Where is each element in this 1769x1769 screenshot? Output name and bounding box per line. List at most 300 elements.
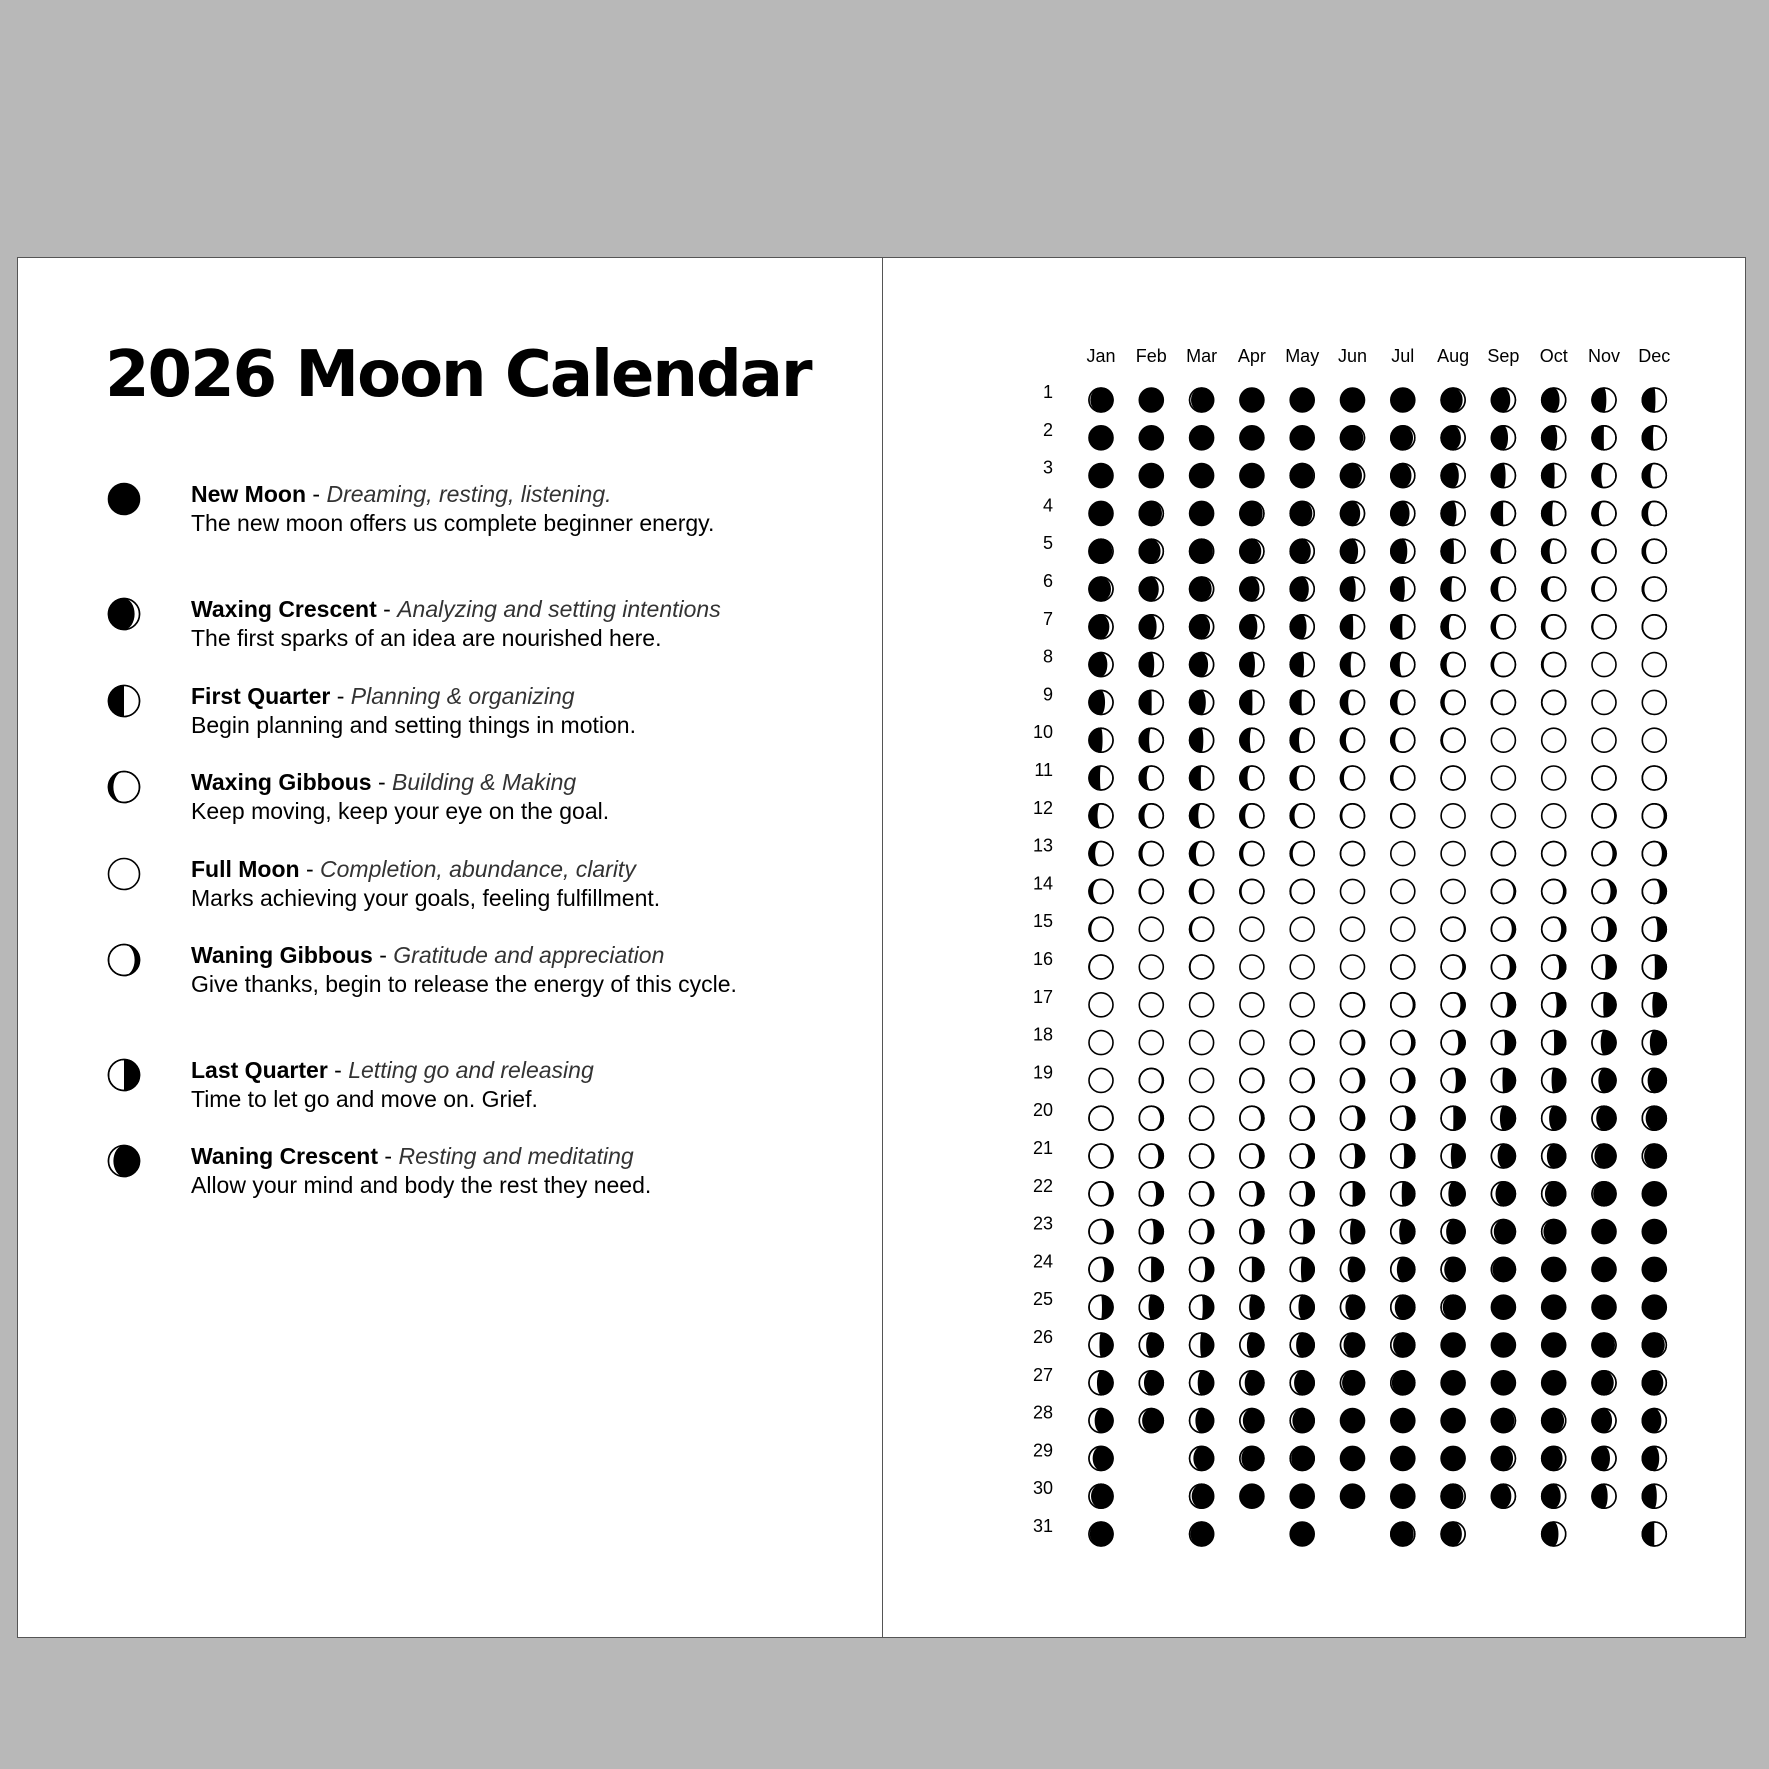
moon-phase-cell: [1139, 464, 1163, 488]
day-label: 22: [1032, 1175, 1053, 1196]
moon-phase-cell: [1491, 1446, 1515, 1470]
moon-phase-cell: [1592, 464, 1616, 488]
left-page: [18, 258, 882, 1637]
phase-tagline: Resting and meditating: [398, 1143, 634, 1169]
moon-phase-cell: [1139, 993, 1163, 1017]
moon-phase-cell: [1190, 539, 1214, 563]
moon-phase-cell: [1592, 501, 1616, 525]
moon-phase-cell: [1642, 879, 1666, 903]
moon-phase-cell: [1441, 653, 1465, 677]
phase-name: First Quarter: [191, 683, 331, 709]
moon-phase-cell: [1491, 653, 1515, 677]
moon-phase-cell: [1491, 1333, 1515, 1357]
moon-phase-cell: [1240, 804, 1264, 828]
moon-phase-cell: [1542, 993, 1566, 1017]
moon-phase-cell: [1491, 766, 1515, 790]
moon-phase-cell: [1441, 388, 1465, 412]
day-label: 10: [1032, 722, 1053, 743]
month-header: Sep: [1487, 346, 1520, 366]
moon-phase-cell: [1139, 1295, 1163, 1319]
day-label: 7: [1042, 608, 1053, 629]
moon-phase-cell: [1190, 1333, 1214, 1357]
moon-phase-cell: [1542, 1484, 1566, 1508]
moon-phase-cell: [1290, 955, 1314, 979]
month-header: Apr: [1237, 346, 1266, 366]
moon-phase-cell: [1391, 766, 1415, 790]
moon-phase-cell: [1240, 577, 1264, 601]
day-label: 9: [1042, 684, 1053, 705]
moon-phase-cell: [1391, 1484, 1415, 1508]
moon-phase-cell: [1542, 1068, 1566, 1092]
moon-phase-cell: [1190, 1068, 1214, 1092]
moon-phase-cell: [1139, 879, 1163, 903]
moon-phase-cell: [1290, 1031, 1314, 1055]
moon-phase-cell: [1491, 728, 1515, 752]
moon-phase-cell: [1592, 1144, 1616, 1168]
moon-phase-cell: [1592, 1220, 1616, 1244]
moon-phase-cell: [1491, 1295, 1515, 1319]
moon-phase-cell: [1341, 804, 1365, 828]
month-header: Oct: [1539, 346, 1568, 366]
day-label: 29: [1032, 1440, 1053, 1461]
moon-phase-cell: [1441, 1484, 1465, 1508]
moon-phase-cell: [1491, 501, 1515, 525]
phase-tagline: Gratitude and appreciation: [393, 942, 665, 968]
moon-phase-cell: [1592, 1371, 1616, 1395]
moon-phase-cell: [1089, 766, 1113, 790]
moon-phase-cell: [1190, 388, 1214, 412]
month-header: Dec: [1638, 346, 1671, 366]
moon-phase-cell: [1491, 1106, 1515, 1130]
moon-phase-cell: [1491, 1484, 1515, 1508]
book-spread: [17, 257, 1746, 1638]
phase-tagline: Analyzing and setting intentions: [397, 596, 721, 622]
day-label: 18: [1032, 1024, 1053, 1045]
phase-tagline: Letting go and releasing: [348, 1057, 594, 1083]
phase-name: Waxing Gibbous: [191, 769, 372, 795]
moon-phase-cell: [1240, 1295, 1264, 1319]
phase-separator: -: [330, 683, 351, 709]
moon-phase-cell: [1139, 955, 1163, 979]
moon-phase-cell: [1542, 1371, 1566, 1395]
moon-phase-cell: [1290, 1182, 1314, 1206]
moon-phase-cell: [1089, 539, 1113, 563]
moon-phase-cell: [1290, 766, 1314, 790]
moon-phase-cell: [1341, 388, 1365, 412]
moon-phase-cell: [1290, 388, 1314, 412]
moon-phase-cell: [1089, 1106, 1113, 1130]
moon-phase-cell: [1139, 1182, 1163, 1206]
moon-phase-cell: [1642, 539, 1666, 563]
moon-phase-cell: [1391, 993, 1415, 1017]
phase-name: New Moon: [191, 481, 306, 507]
moon-phase-cell: [1441, 917, 1465, 941]
moon-phase-cell: [1290, 1144, 1314, 1168]
day-label: 15: [1032, 911, 1053, 932]
day-label: 2: [1042, 419, 1053, 440]
moon-phase-cell: [1642, 615, 1666, 639]
moon-phase-cell: [1592, 1182, 1616, 1206]
phase-description: Marks achieving your goals, feeling fulfillment.: [191, 885, 661, 911]
moon-phase-cell: [1542, 917, 1566, 941]
phase-separator: -: [371, 769, 393, 795]
moon-phase-cell: [1190, 804, 1214, 828]
day-label: 14: [1032, 873, 1053, 894]
moon-phase-cell: [1341, 1409, 1365, 1433]
moon-phase-cell: [1290, 842, 1314, 866]
moon-phase-cell: [1089, 1333, 1113, 1357]
day-label: 8: [1042, 646, 1053, 667]
moon-phase-cell: [1592, 426, 1616, 450]
moon-phase-cell: [1592, 653, 1616, 677]
phase-tagline: Planning & organizing: [350, 683, 575, 709]
moon-phase-cell: [1642, 577, 1666, 601]
moon-phase-cell: [1139, 766, 1163, 790]
moon-phase-cell: [1089, 1446, 1113, 1470]
new-moon-icon: [106, 481, 142, 517]
moon-phase-cell: [1290, 993, 1314, 1017]
moon-phase-cell: [1642, 955, 1666, 979]
moon-phase-cell: [1542, 804, 1566, 828]
waning-gibbous-icon: [106, 942, 142, 978]
phase-description: The new moon offers us complete beginner energy.: [191, 510, 715, 536]
moon-phase-cell: [1190, 653, 1214, 677]
phase-description: Begin planning and setting things in motion.: [191, 712, 636, 738]
waning-crescent-icon: [106, 1143, 142, 1179]
moon-phase-cell: [1240, 1106, 1264, 1130]
moon-phase-cell: [1139, 1333, 1163, 1357]
moon-phase-cell: [1391, 501, 1415, 525]
moon-phase-cell: [1341, 1182, 1365, 1206]
moon-phase-cell: [1542, 1295, 1566, 1319]
day-label: 11: [1034, 760, 1053, 780]
moon-phase-cell: [1290, 1333, 1314, 1357]
phase-description: Allow your mind and body the rest they need.: [191, 1172, 652, 1198]
moon-phase-cell: [1491, 1144, 1515, 1168]
moon-phase-cell: [1642, 1446, 1666, 1470]
moon-phase-cell: [1341, 879, 1365, 903]
moon-phase-cell: [1139, 728, 1163, 752]
moon-phase-cell: [1491, 955, 1515, 979]
moon-phase-cell: [1089, 955, 1113, 979]
moon-phase-cell: [1491, 464, 1515, 488]
moon-phase-cell: [1240, 955, 1264, 979]
moon-phase-cell: [1139, 501, 1163, 525]
legend-text: [191, 941, 751, 999]
moon-phase-cell: [1491, 615, 1515, 639]
moon-phase-cell: [1441, 955, 1465, 979]
moon-phase-cell: [1190, 690, 1214, 714]
month-header: Aug: [1437, 346, 1470, 366]
moon-phase-cell: [1240, 1144, 1264, 1168]
moon-phase-cell: [1290, 917, 1314, 941]
moon-phase-cell: [1642, 1068, 1666, 1092]
moon-phase-cell: [1240, 501, 1264, 525]
moon-phase-cell: [1441, 1409, 1465, 1433]
moon-phase-cell: [1441, 879, 1465, 903]
moon-phase-cell: [1542, 955, 1566, 979]
moon-phase-cell: [1642, 653, 1666, 677]
first-quarter-icon: [106, 683, 142, 719]
moon-phase-cell: [1542, 690, 1566, 714]
moon-phase-cell: [1542, 539, 1566, 563]
phase-tagline: Dreaming, resting, listening.: [326, 481, 612, 507]
moon-phase-cell: [1341, 1106, 1365, 1130]
moon-phase-cell: [1592, 1446, 1616, 1470]
month-header: May: [1285, 346, 1320, 366]
moon-phase-cell: [1441, 1106, 1465, 1130]
moon-phase-cell: [1592, 1333, 1616, 1357]
moon-phase-cell: [1341, 577, 1365, 601]
moon-phase-cell: [1089, 728, 1113, 752]
moon-phase-cell: [1441, 1522, 1465, 1546]
moon-phase-cell: [1139, 1031, 1163, 1055]
moon-phase-cell: [1391, 1409, 1415, 1433]
month-header: Feb: [1135, 346, 1167, 366]
moon-phase-cell: [1592, 879, 1616, 903]
moon-phase-cell: [1491, 577, 1515, 601]
moon-phase-cell: [1391, 577, 1415, 601]
moon-phase-cell: [1642, 1484, 1666, 1508]
moon-phase-cell: [1089, 1409, 1113, 1433]
moon-phase-cell: [1391, 1371, 1415, 1395]
moon-phase-cell: [1190, 426, 1214, 450]
moon-phase-cell: [1542, 501, 1566, 525]
moon-phase-cell: [1341, 464, 1365, 488]
moon-phase-cell: [1190, 615, 1214, 639]
waxing-crescent-icon: [106, 596, 142, 632]
moon-phase-cell: [1240, 1257, 1264, 1281]
moon-phase-cell: [1341, 1144, 1365, 1168]
moon-phase-cell: [1491, 1371, 1515, 1395]
moon-phase-cell: [1290, 1295, 1314, 1319]
moon-phase-cell: [1542, 879, 1566, 903]
moon-phase-cell: [1190, 879, 1214, 903]
moon-phase-cell: [1139, 539, 1163, 563]
moon-phase-cell: [1139, 690, 1163, 714]
moon-phase-cell: [1491, 539, 1515, 563]
moon-phase-cell: [1290, 879, 1314, 903]
phase-separator: -: [327, 1057, 349, 1083]
phase-description: Keep moving, keep your eye on the goal.: [191, 798, 610, 824]
moon-phase-cell: [1391, 1106, 1415, 1130]
moon-phase-cell: [1341, 426, 1365, 450]
moon-phase-cell: [1190, 993, 1214, 1017]
moon-phase-cell: [1240, 1409, 1264, 1433]
moon-phase-cell: [1290, 1068, 1314, 1092]
moon-phase-cell: [1089, 690, 1113, 714]
moon-phase-cell: [1491, 842, 1515, 866]
phase-separator: -: [372, 942, 394, 968]
moon-phase-cell: [1089, 464, 1113, 488]
moon-phase-cell: [1240, 1068, 1264, 1092]
moon-phase-cell: [1190, 917, 1214, 941]
moon-phase-cell: [1542, 653, 1566, 677]
moon-phase-cell: [1491, 426, 1515, 450]
moon-phase-cell: [1642, 766, 1666, 790]
moon-phase-cell: [1290, 464, 1314, 488]
moon-phase-cell: [1089, 1371, 1113, 1395]
moon-phase-cell: [1240, 1371, 1264, 1395]
month-header: Nov: [1587, 346, 1621, 366]
moon-phase-cell: [1089, 615, 1113, 639]
moon-phase-cell: [1139, 842, 1163, 866]
moon-phase-cell: [1190, 1220, 1214, 1244]
moon-phase-cell: [1341, 728, 1365, 752]
moon-phase-cell: [1190, 1182, 1214, 1206]
phase-name: Last Quarter: [191, 1057, 328, 1083]
legend-text: [191, 1142, 751, 1200]
moon-phase-cell: [1139, 615, 1163, 639]
moon-phase-cell: [1441, 690, 1465, 714]
moon-phase-cell: [1290, 501, 1314, 525]
moon-phase-cell: [1441, 426, 1465, 450]
moon-phase-cell: [1341, 1484, 1365, 1508]
phase-separator: -: [376, 596, 398, 622]
moon-phase-cell: [1642, 464, 1666, 488]
moon-phase-cell: [1391, 426, 1415, 450]
day-label: 20: [1032, 1100, 1053, 1121]
moon-phase-cell: [1341, 1257, 1365, 1281]
phase-name: Waning Crescent: [191, 1143, 379, 1169]
moon-phase-cell: [1190, 577, 1214, 601]
moon-phase-cell: [1190, 728, 1214, 752]
moon-phase-cell: [1391, 464, 1415, 488]
day-label: 6: [1042, 571, 1053, 591]
moon-phase-cell: [1240, 1333, 1264, 1357]
moon-phase-cell: [1542, 1409, 1566, 1433]
moon-phase-cell: [1642, 388, 1666, 412]
day-label: 26: [1032, 1327, 1053, 1347]
moon-phase-cell: [1290, 1257, 1314, 1281]
moon-phase-cell: [1240, 842, 1264, 866]
moon-phase-cell: [1542, 1220, 1566, 1244]
moon-phase-cell: [1441, 539, 1465, 563]
moon-phase-cell: [1592, 993, 1616, 1017]
moon-phase-cell: [1542, 1446, 1566, 1470]
moon-phase-cell: [1441, 766, 1465, 790]
moon-phase-cell: [1441, 1068, 1465, 1092]
moon-phase-cell: [1542, 842, 1566, 866]
moon-phase-cell: [1391, 1182, 1415, 1206]
phase-tagline: Building & Making: [392, 769, 577, 795]
phase-legend: [18, 258, 882, 1637]
moon-phase-cell: [1592, 766, 1616, 790]
moon-phase-cell: [1089, 917, 1113, 941]
moon-phase-cell: [1089, 1522, 1113, 1546]
moon-phase-cell: [1491, 1409, 1515, 1433]
legend-text: [191, 768, 751, 826]
moon-phase-cell: [1341, 1220, 1365, 1244]
moon-phase-cell: [1290, 804, 1314, 828]
moon-phase-cell: [1441, 501, 1465, 525]
moon-phase-cell: [1290, 426, 1314, 450]
moon-phase-cell: [1592, 842, 1616, 866]
moon-phase-cell: [1089, 1031, 1113, 1055]
moon-phase-cell: [1391, 690, 1415, 714]
moon-phase-cell: [1290, 1106, 1314, 1130]
moon-phase-cell: [1391, 615, 1415, 639]
moon-phase-cell: [1089, 1295, 1113, 1319]
moon-phase-cell: [1290, 615, 1314, 639]
moon-phase-cell: [1592, 917, 1616, 941]
day-label: 1: [1042, 382, 1053, 402]
moon-phase-cell: [1642, 1144, 1666, 1168]
phase-name: Waning Gibbous: [191, 942, 373, 968]
moon-phase-cell: [1240, 615, 1264, 639]
moon-phase-cell: [1139, 1257, 1163, 1281]
moon-phase-cell: [1240, 426, 1264, 450]
moon-phase-cell: [1240, 1031, 1264, 1055]
moon-phase-cell: [1642, 690, 1666, 714]
moon-phase-cell: [1341, 842, 1365, 866]
moon-phase-cell: [1240, 388, 1264, 412]
moon-phase-cell: [1642, 1295, 1666, 1319]
moon-phase-cell: [1592, 804, 1616, 828]
moon-phase-cell: [1341, 1295, 1365, 1319]
moon-phase-cell: [1190, 501, 1214, 525]
moon-phase-cell: [1491, 388, 1515, 412]
moon-phase-cell: [1290, 1484, 1314, 1508]
moon-phase-cell: [1642, 917, 1666, 941]
moon-phase-cell: [1642, 1522, 1666, 1546]
phase-description: The first sparks of an idea are nourished here.: [191, 625, 662, 651]
moon-phase-cell: [1391, 1257, 1415, 1281]
moon-phase-cell: [1592, 955, 1616, 979]
moon-phase-cell: [1542, 1144, 1566, 1168]
moon-phase-cell: [1441, 993, 1465, 1017]
moon-phase-cell: [1139, 1371, 1163, 1395]
moon-phase-cell: [1491, 993, 1515, 1017]
moon-phase-cell: [1240, 1484, 1264, 1508]
moon-phase-cell: [1441, 728, 1465, 752]
moon-phase-cell: [1592, 539, 1616, 563]
moon-phase-cell: [1542, 426, 1566, 450]
moon-phase-cell: [1190, 955, 1214, 979]
moon-phase-cell: [1341, 955, 1365, 979]
moon-phase-cell: [1391, 1446, 1415, 1470]
moon-phase-cell: [1441, 1220, 1465, 1244]
moon-phase-cell: [1441, 804, 1465, 828]
moon-phase-cell: [1391, 728, 1415, 752]
phase-separator: -: [306, 481, 327, 507]
moon-phase-cell: [1290, 1522, 1314, 1546]
day-label: 16: [1032, 949, 1053, 969]
moon-phase-cell: [1542, 1333, 1566, 1357]
month-header: Jan: [1086, 346, 1116, 366]
legend-text: [191, 1056, 751, 1114]
moon-phase-cell: [1290, 1446, 1314, 1470]
moon-phase-cell: [1341, 501, 1365, 525]
moon-phase-cell: [1089, 577, 1113, 601]
moon-phase-cell: [1290, 1220, 1314, 1244]
moon-phase-cell: [1089, 426, 1113, 450]
moon-phase-cell: [1341, 1333, 1365, 1357]
moon-phase-cell: [1240, 690, 1264, 714]
moon-phase-cell: [1441, 1182, 1465, 1206]
moon-phase-cell: [1491, 1220, 1515, 1244]
moon-phase-cell: [1391, 955, 1415, 979]
legend-text: [191, 480, 751, 538]
moon-phase-cell: [1089, 1068, 1113, 1092]
moon-phase-cell: [1491, 690, 1515, 714]
moon-phase-cell: [1190, 1106, 1214, 1130]
moon-phase-cell: [1441, 464, 1465, 488]
moon-phase-cell: [1391, 1031, 1415, 1055]
moon-phase-cell: [1542, 1257, 1566, 1281]
moon-phase-cell: [1341, 1446, 1365, 1470]
moon-phase-cell: [1642, 842, 1666, 866]
